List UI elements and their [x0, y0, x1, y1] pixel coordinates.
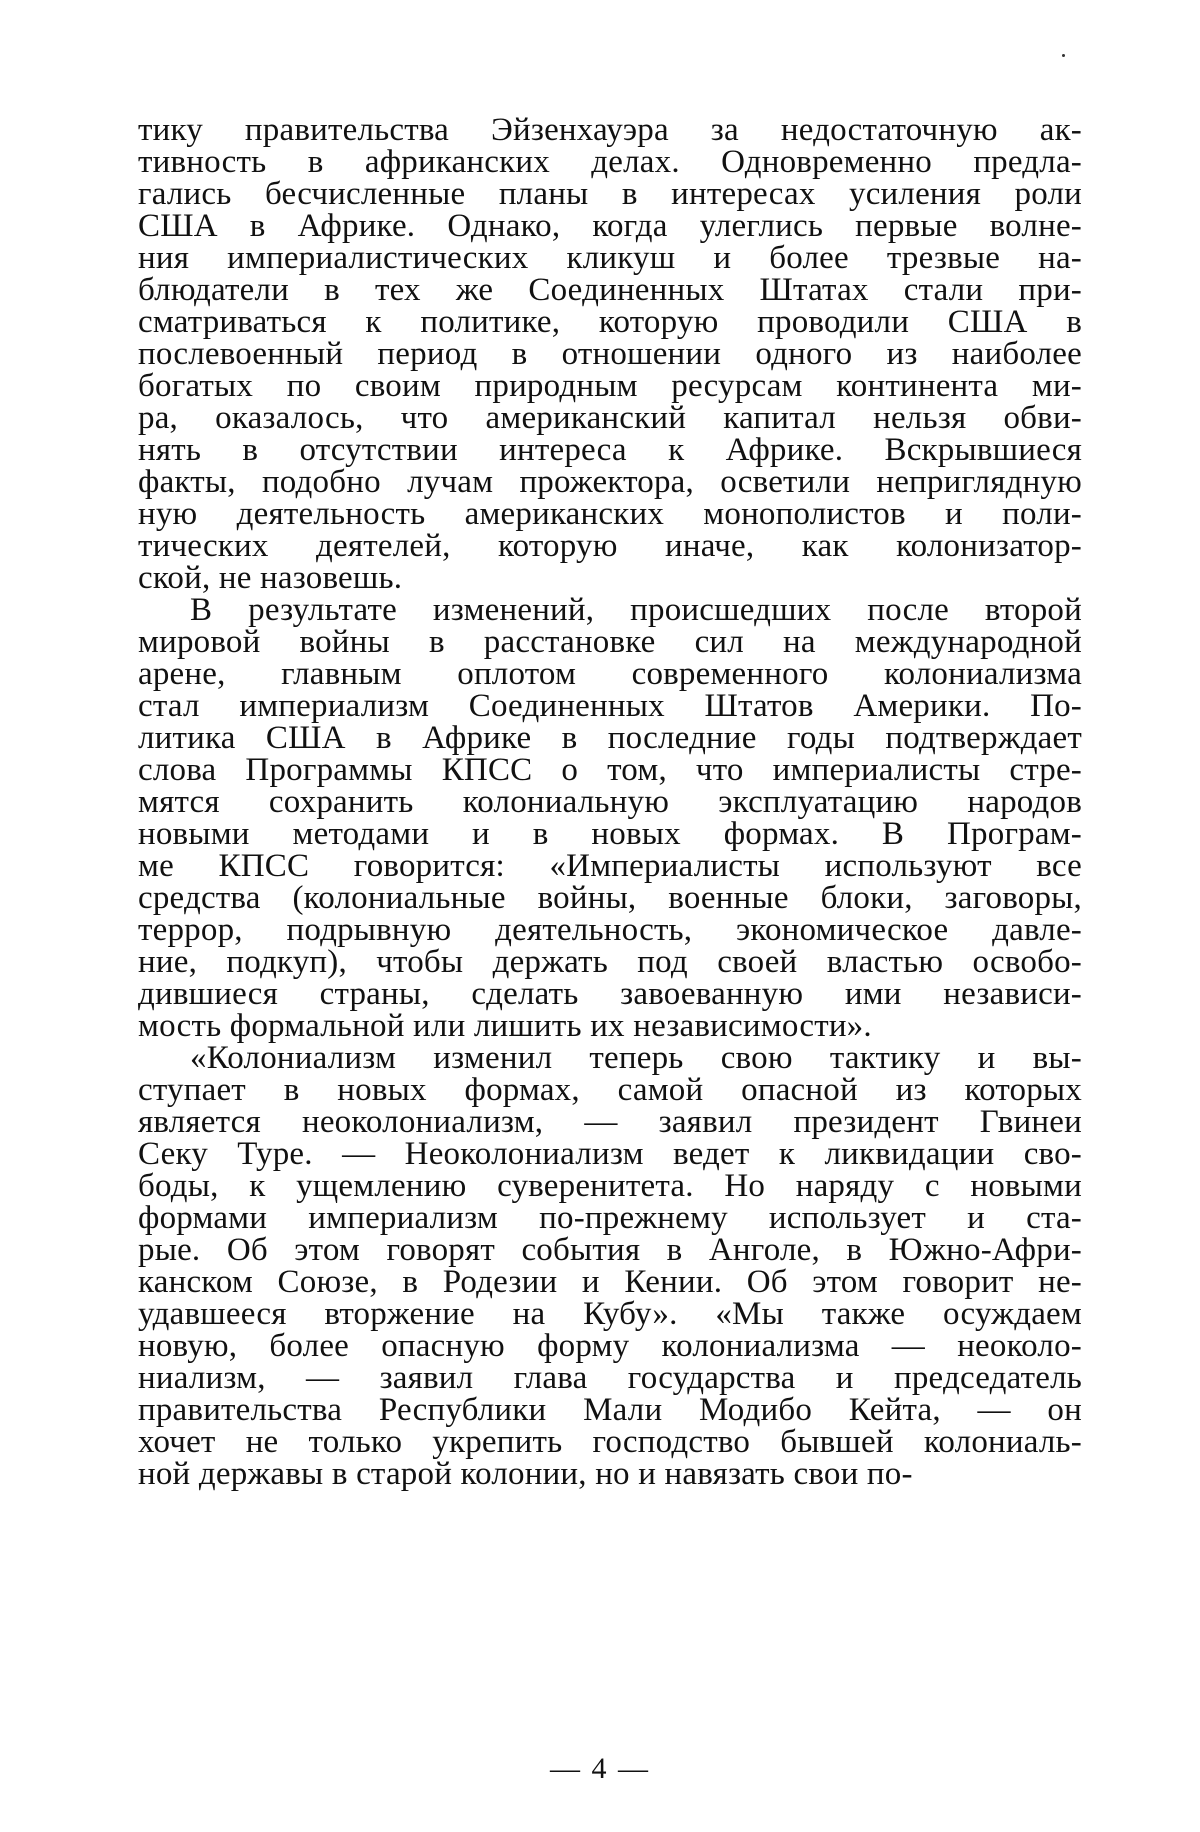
text-line: формами империализм по-прежнему использует и ста- [138, 1200, 1082, 1236]
text-line: ниализм, — заявил глава государства и председатель [138, 1360, 1082, 1396]
body-text [138, 114, 1082, 1490]
text-line: дившиеся страны, сделать завоеванную ими независи- [138, 976, 1082, 1012]
text-line: В результате изменений, происшедших после второй [190, 592, 1082, 628]
text-line: ступает в новых формах, самой опасной из которых [138, 1072, 1082, 1108]
scan-speck [1062, 54, 1065, 57]
text-line: удавшееся вторжение на Кубу». «Мы также осуждаем [138, 1296, 1082, 1332]
text-line: рые. Об этом говорят события в Анголе, в Южно-Афри- [138, 1232, 1082, 1268]
text-line: ную деятельность американских монополистов и поли- [138, 496, 1082, 532]
text-line: литика США в Африке в последние годы подтверждает [138, 720, 1082, 756]
text-line: мость формальной или лишить их независимости». [138, 1008, 872, 1044]
text-line: канском Союзе, в Родезии и Кении. Об этом говорит не- [138, 1264, 1082, 1300]
text-line: тивность в африканских делах. Одновременно предла- [138, 144, 1082, 180]
text-line: хочет не только укрепить господство бывшей колониаль- [138, 1424, 1082, 1460]
text-line: «Колониализм изменил теперь свою тактику и вы- [190, 1040, 1082, 1076]
text-line: арене, главным оплотом современного колониализма [138, 656, 1082, 692]
text-line: новую, более опасную форму колониализма — неоколо- [138, 1328, 1082, 1364]
text-line: стал империализм Соединенных Штатов Америки. По- [138, 688, 1082, 724]
text-line: ния империалистических кликуш и более трезвые на- [138, 240, 1082, 276]
text-line: правительства Республики Мали Модибо Кейта, — он [138, 1392, 1082, 1428]
text-line: мятся сохранить колониальную эксплуатацию народов [138, 784, 1082, 820]
text-line: тику правительства Эйзенхауэра за недостаточную ак- [138, 112, 1082, 148]
text-line: мировой войны в расстановке сил на международной [138, 624, 1082, 660]
text-line: ной державы в старой колонии, но и навязать свои по- [138, 1456, 913, 1492]
paragraph [138, 1042, 1082, 1490]
text-line: нять в отсутствии интереса к Африке. Вскрывшиеся [138, 432, 1082, 468]
text-line: является неоколониализм, — заявил президент Гвинеи [138, 1104, 1082, 1140]
text-line: гались бесчисленные планы в интересах усиления роли [138, 176, 1082, 212]
text-line: Секу Туре. — Неоколониализм ведет к ликвидации сво- [138, 1136, 1082, 1172]
text-line: сматриваться к политике, которую проводили США в [138, 304, 1082, 340]
text-line: ме КПСС говорится: «Империалисты используют все [138, 848, 1082, 884]
text-line: боды, к ущемлению суверенитета. Но наряду с новыми [138, 1168, 1082, 1204]
text-line: ра, оказалось, что американский капитал нельзя обви- [138, 400, 1082, 436]
paragraph [138, 594, 1082, 1042]
text-line: слова Программы КПСС о том, что империалисты стре- [138, 752, 1082, 788]
text-line: США в Африке. Однако, когда улеглись первые волне- [138, 208, 1082, 244]
text-line: послевоенный период в отношении одного из наиболее [138, 336, 1082, 372]
paragraph [138, 114, 1082, 594]
page-number: — 4 — [550, 1752, 650, 1785]
text-line: ние, подкуп), чтобы держать под своей властью освобо- [138, 944, 1082, 980]
text-line: факты, подобно лучам прожектора, осветили неприглядную [138, 464, 1082, 500]
text-line: средства (колониальные войны, военные блоки, заговоры, [138, 880, 1082, 916]
text-line: новыми методами и в новых формах. В Програм- [138, 816, 1082, 852]
text-line: террор, подрывную деятельность, экономическое давле- [138, 912, 1082, 948]
text-line: ской, не назовешь. [138, 560, 403, 596]
text-line: блюдатели в тех же Соединенных Штатах стали при- [138, 272, 1082, 308]
text-line: богатых по своим природным ресурсам континента ми- [138, 368, 1082, 404]
text-line: тических деятелей, которую иначе, как колонизатор- [138, 528, 1082, 564]
